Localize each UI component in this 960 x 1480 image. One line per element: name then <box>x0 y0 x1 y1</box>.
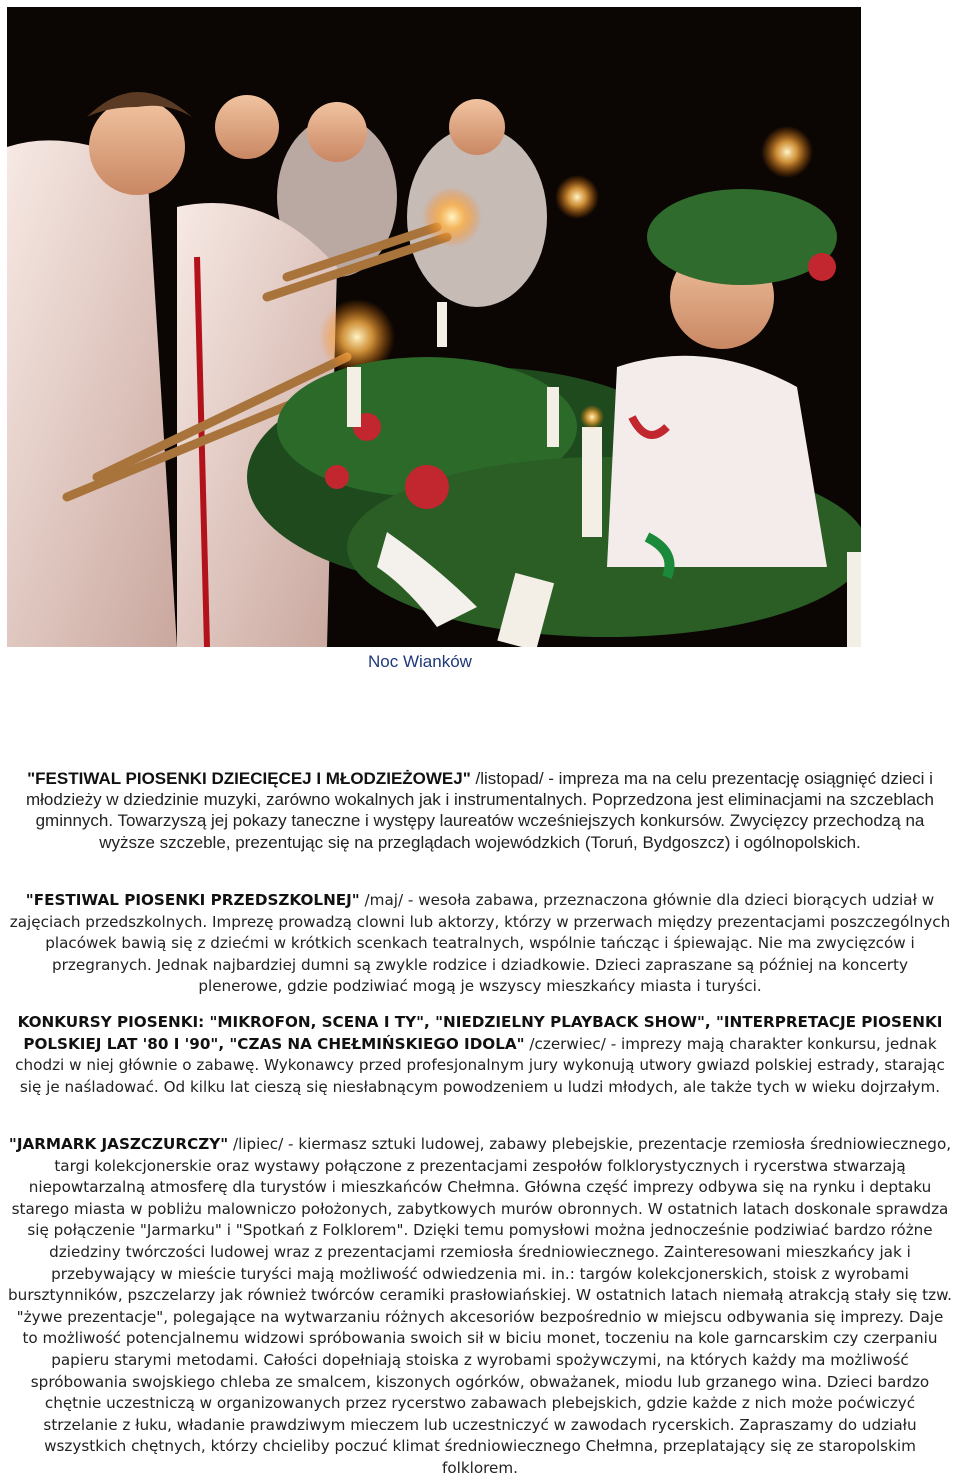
paragraph-text: /maj/ - wesoła zabawa, przeznaczona głównie dla dzieci biorących udział w zajęciach przedszkolnych. Imprezę prowadzą clowni lub aktorzy, którzy w przerwach między prezentacjami poszczególnych placówek bawią się z dziećmi w krótkich scenkach teatralnych, wspólnie tańcząc i śpiewając. Nie ma zwycięzców i przegranych. Jednak najbardziej dumni są zwykle rodzice i dziadkowie. Dzieci zapraszane są później na koncerty plenerowe, gdzie podziwiać mogą je wszyscy mieszkańcy miasta i turyści. <box>9 891 951 996</box>
photo-caption: Noc Wianków <box>368 652 472 671</box>
festival-preschool-paragraph <box>8 890 952 998</box>
paragraph-text: /listopad/ - impreza ma na celu prezentację osiągnięć dzieci i młodzieży w dziedzinie muzyki, zarówno wokalnych jak i instrumentalnych. Poprzedzona jest eliminacjami na szczeblach gminnych. Towarzyszą jej pokazy taneczne i występy laureatów wcześniejszych konkursów. Zwycięzcy przechodzą na wyższe szczeble, prezentując się na przeglądach wojewódzkich (Toruń, Bydgoszcz) i ogólnopolskich. <box>25 769 934 852</box>
jarmark-paragraph <box>8 1134 952 1480</box>
paragraph-title: "FESTIWAL PIOSENKI PRZEDSZKOLNEJ" <box>25 891 360 909</box>
festival-childrens-paragraph <box>8 768 952 853</box>
song-contests-paragraph <box>8 1012 952 1098</box>
paragraph-title: KONKURSY PIOSENKI: "MIKROFON, SCENA I TY", "NIEDZIELNY PLAYBACK SHOW", "INTERPRETACJE PIOSENKI POLSKIEJ LAT '80 I '90", "CZAS NA CHEŁMIŃSKIEGO IDOLA" <box>17 1013 943 1053</box>
festival-photo <box>7 7 861 647</box>
paragraph-title: "JARMARK JASZCZURCZY" <box>8 1135 229 1153</box>
festival-photo-illustration <box>7 7 861 647</box>
paragraph-title: "FESTIWAL PIOSENKI DZIECIĘCEJ I MŁODZIEŻOWEJ" <box>27 769 471 788</box>
paragraph-text: /czerwiec/ - imprezy mają charakter konkursu, jednak chodzi w niej głównie o zabawę. Wykonawcy przed profesjonalnym jury wykonują utwory gwiazd polskiej estrady, starając się je naśladować. Od kilku lat cieszą się niesłabnącym powodzeniem u ludzi młodych, ale także tych w wieku dojrzałym. <box>15 1034 945 1096</box>
paragraph-text: /lipiec/ - kiermasz sztuki ludowej, zabawy plebejskie, prezentacje rzemiosła średniowiecznego, targi kolekcjonerskie oraz wystawy połączone z prezentacjami zespołów folklorystycznych i rycerstwa stwarzają niepowtarzalną atmosferę dla turystów i mieszkańców Chełmna. Główna część imprezy odbywa się na rynku i deptaku starego miasta w pobliżu malowniczo położonych, zabytkowych murów obronnych. W ostatnich latach doskonale sprawdza się połączenie "Jarmarku" i "Spotkań z Folklorem". Dzięki temu pomysłowi można jednocześnie podziwiać bardzo różne dziedziny twórczości ludowej wraz z prezentacjami rzemiosła średniowiecznego. Zainteresowani mieszkańcy jak i przebywający w mieście turyści mają możliwość odwiedzenia mi. in.: targów kolekcjonerskich, stoisk z wyrobami bursztynników, pszczelarzy jak również twórców ceramiki prasłowiańskiej. W ostatnich latach niemałą atrakcją stały się tzw. "żywe prezentacje", polegające na wytwarzaniu różnych akcesoriów bezpośrednio w miejscu odbywania się imprezy. Daje to możliwość potencjalnemu widzowi spróbowania swoich sił w biciu monet, toczeniu na kole garncarskim czy czerpaniu papieru starymi metodami. Całości dopełniają stoiska z wyrobami spożywczymi, na których każdy ma możliwość spróbowania swojskiego chleba ze smalcem, kiszonych ogórków, obważanek, miodu lub grzanego wina. Dzieci bardzo chętnie uczestniczą w organizowanych przez rycerstwo zabawach plebejskich, gdzie każde z nich może poćwiczyć strzelanie z łuku, władanie prawdziwym mieczem lub uczestniczyć w zawodach rycerskich. Zapraszamy do udziału wszystkich chętnych, którzy chcieliby poczuć klimat średniowiecznego Chełmna, przeplatający się ze staropolskim folklorem. <box>8 1135 952 1477</box>
